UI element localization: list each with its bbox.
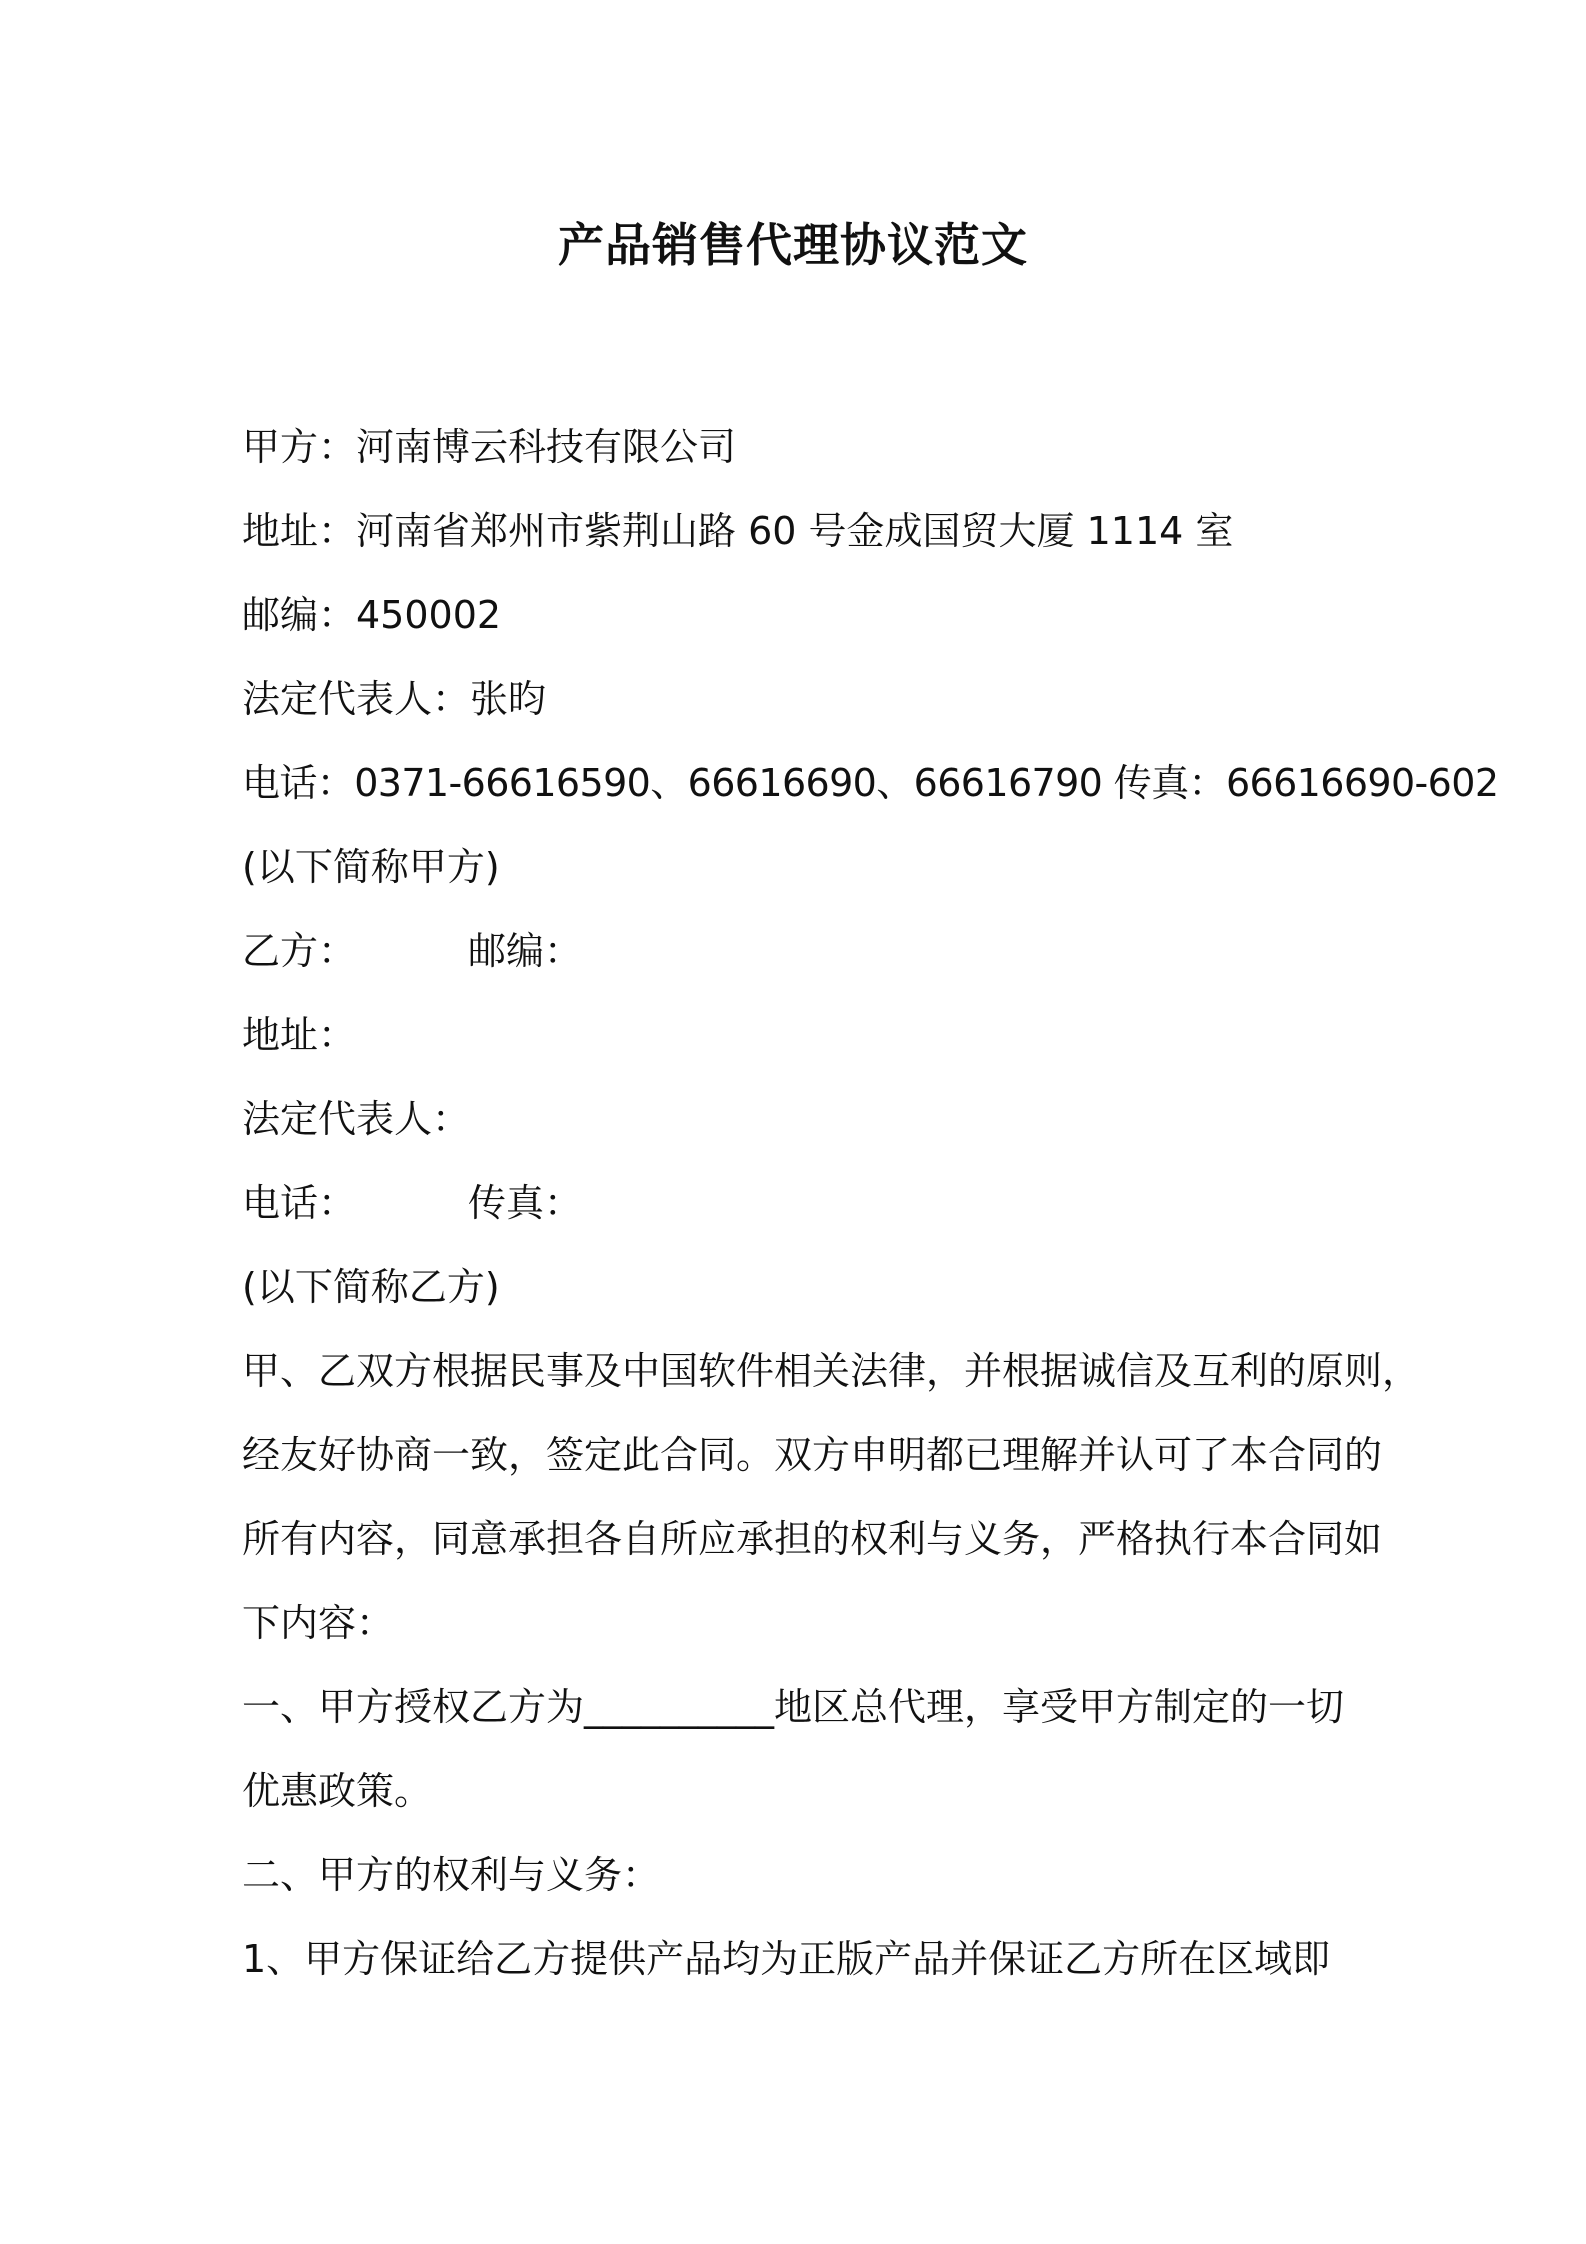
party-b-abbrev-line: (以下简称乙方) bbox=[242, 1265, 500, 1309]
party-b-phone-line bbox=[242, 1161, 1354, 1245]
intro-paragraph-line-1: 甲、乙双方根据民事及中国软件相关法律，并根据诚信及互利的原则， bbox=[242, 1349, 1421, 1393]
clause-2-item-1: 1、甲方保证给乙方提供产品均为正版产品并保证乙方所在区域即 bbox=[242, 1937, 1331, 1981]
clause-1-line-1: 一、甲方授权乙方为__________地区总代理，享受甲方制定的一切 bbox=[242, 1685, 1345, 1729]
party-a-legal-rep-line: 法定代表人：张昀 bbox=[242, 677, 547, 721]
party-b-legal-rep-line: 法定代表人： bbox=[242, 1097, 471, 1141]
party-a-phone-line: 电话：0371-66616590、66616690、66616790 传真：66616690-602 bbox=[242, 761, 1499, 805]
document-body bbox=[242, 405, 1499, 2001]
intro-paragraph-line-4: 下内容： bbox=[242, 1601, 395, 1645]
party-b-address-line: 地址： bbox=[242, 1013, 357, 1057]
party-b-name-label: 乙方： bbox=[242, 929, 357, 973]
party-a-abbrev-line: (以下简称甲方) bbox=[242, 845, 500, 889]
party-a-postcode-line: 邮编：450002 bbox=[242, 593, 502, 637]
party-b-phone-label: 电话： bbox=[242, 1181, 357, 1225]
intro-paragraph-line-2: 经友好协商一致，签定此合同。双方申明都已理解并认可了本合同的 bbox=[242, 1433, 1383, 1477]
clause-1-line-2: 优惠政策。 bbox=[242, 1769, 433, 1813]
party-b-name-line bbox=[242, 909, 1354, 993]
document-title: 产品销售代理协议范文 bbox=[558, 218, 1028, 272]
party-b-fax-label: 传真： bbox=[468, 1181, 583, 1225]
clause-2-heading: 二、甲方的权利与义务： bbox=[242, 1853, 661, 1897]
intro-paragraph-line-3: 所有内容，同意承担各自所应承担的权利与义务，严格执行本合同如 bbox=[242, 1517, 1383, 1561]
party-a-address-line: 地址：河南省郑州市紫荆山路 60 号金成国贸大厦 1114 室 bbox=[242, 509, 1234, 553]
party-a-name-line: 甲方：河南博云科技有限公司 bbox=[242, 425, 737, 469]
party-b-postcode-label: 邮编： bbox=[468, 929, 583, 973]
